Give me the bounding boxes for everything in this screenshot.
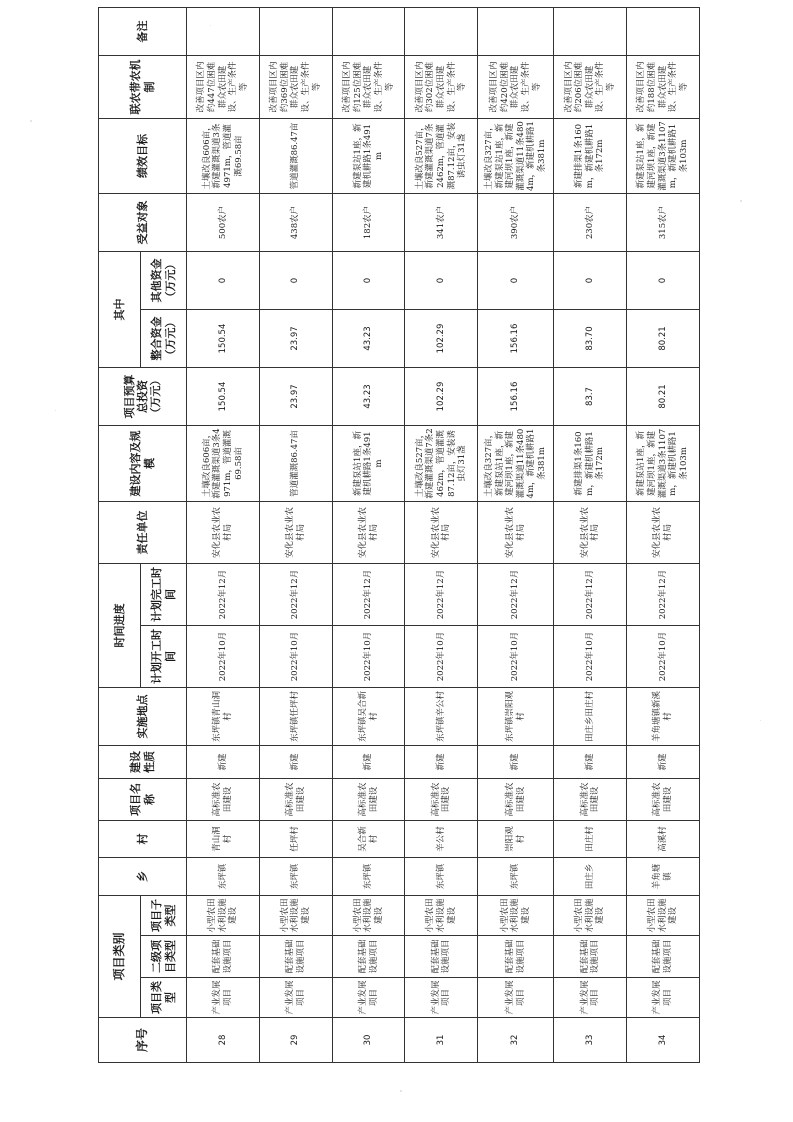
- cell-subtype: 小型农田水利设施建设: [405, 896, 478, 936]
- cell-location: 东坪镇吴合新村: [332, 688, 405, 746]
- cell-finish: 2022年12月: [405, 564, 478, 626]
- cell-seq: 29: [259, 1018, 332, 1063]
- rotated-table-wrapper: [98, 20, 700, 1063]
- cell-budget: 102.29: [405, 368, 478, 426]
- table-row: [259, 8, 332, 1063]
- cell-performance: 土壤改良527亩，新建灌溉渠道7条2462m，管道灌溉87.12亩，安装诱虫灯31盏: [405, 119, 478, 194]
- header-village: 村: [99, 821, 187, 858]
- cell-township: 东坪镇: [259, 858, 332, 896]
- table-row: [478, 8, 554, 1063]
- header-remark: 备注: [99, 8, 187, 56]
- header-unit: 责任单位: [99, 502, 187, 564]
- cell-township: 羊角塘镇: [627, 858, 700, 896]
- table-row: [187, 8, 260, 1063]
- cell-seq: 32: [478, 1018, 554, 1063]
- cell-integrated: 23.97: [259, 310, 332, 368]
- cell-level2: 配套基础设施项目: [187, 936, 260, 978]
- cell-performance: 管道灌溉86.47亩: [259, 119, 332, 194]
- cell-village: 吴合新村: [332, 821, 405, 858]
- cell-level2: 配套基础设施项目: [554, 936, 627, 978]
- cell-other: 0: [554, 252, 627, 310]
- cell-location: 东坪镇青山洞村: [187, 688, 260, 746]
- cell-integrated: 156.16: [478, 310, 554, 368]
- cell-performance: 新建泵站1座，新建机耕路1条491m: [332, 119, 405, 194]
- cell-unit: 安化县农业农村局: [554, 502, 627, 564]
- cell-unit: 安化县农业农村局: [187, 502, 260, 564]
- cell-township: 东坪镇: [187, 858, 260, 896]
- cell-start: 2022年10月: [554, 626, 627, 688]
- scan-speck: [400, 1090, 402, 1092]
- cell-township: 东坪镇: [405, 858, 478, 896]
- cell-beneficiary: 390农户: [478, 194, 554, 252]
- cell-finish: 2022年12月: [332, 564, 405, 626]
- cell-start: 2022年10月: [478, 626, 554, 688]
- header-row-1: [99, 8, 141, 1063]
- cell-category: 产业发展项目: [478, 978, 554, 1018]
- cell-beneficiary: 500农户: [187, 194, 260, 252]
- cell-content: 管道灌溉86.47亩: [259, 426, 332, 502]
- cell-seq: 31: [405, 1018, 478, 1063]
- cell-content: 土壤改良527亩，新建灌溉渠道7条2462m，管道灌溉87.12亩，安装诱虫灯31盏: [405, 426, 478, 502]
- cell-other: 0: [478, 252, 554, 310]
- cell-remark: [332, 8, 405, 56]
- header-build-nature: 建设性质: [99, 746, 187, 779]
- cell-remark: [187, 8, 260, 56]
- cell-start: 2022年10月: [187, 626, 260, 688]
- cell-category: 产业发展项目: [332, 978, 405, 1018]
- project-table: [98, 7, 700, 1063]
- table-row: [405, 8, 478, 1063]
- cell-other: 0: [187, 252, 260, 310]
- cell-subtype: 小型农田水利设施建设: [187, 896, 260, 936]
- cell-unit: 安化县农业农村局: [627, 502, 700, 564]
- cell-unit: 安化县农业农村局: [259, 502, 332, 564]
- cell-nature: 新建: [405, 746, 478, 779]
- cell-seq: 28: [187, 1018, 260, 1063]
- cell-performance: 新建排渠1条160m，新建机耕路1条172m: [554, 119, 627, 194]
- cell-category: 产业发展项目: [554, 978, 627, 1018]
- cell-location: 田庄乡田庄村: [554, 688, 627, 746]
- cell-content: 新建泵站1座，新建河坝1座，新建灌溉渠道3条1107m，新建机耕路1条103m: [627, 426, 700, 502]
- cell-subtype: 小型农田水利设施建设: [627, 896, 700, 936]
- cell-subtype: 小型农田水利设施建设: [554, 896, 627, 936]
- cell-beneficiary: 438农户: [259, 194, 332, 252]
- cell-performance: 土壤改良606亩，新建灌溉渠道3条4971m，管道灌溉69.58亩: [187, 119, 260, 194]
- table-row: [554, 8, 627, 1063]
- cell-content: 土壤改良327亩，新建泵站1座，新建河坝1座，新建灌溉渠道11条4804m，新建机耕路1条381m: [478, 426, 554, 502]
- cell-beneficiary: 230农户: [554, 194, 627, 252]
- cell-project-name: 高标准农田建设: [405, 779, 478, 821]
- header-finish: 计划完工时间: [141, 564, 187, 626]
- cell-mechanism: 改善项目区内约420位困难群众农田建设、生产条件等: [478, 56, 554, 119]
- cell-level2: 配套基础设施项目: [332, 936, 405, 978]
- cell-location: 羊角塘镇新溪村: [627, 688, 700, 746]
- cell-nature: 新建: [332, 746, 405, 779]
- cell-budget: 156.16: [478, 368, 554, 426]
- cell-beneficiary: 341农户: [405, 194, 478, 252]
- scan-speck: [30, 120, 32, 122]
- cell-finish: 2022年12月: [478, 564, 554, 626]
- cell-other: 0: [259, 252, 332, 310]
- cell-integrated: 102.29: [405, 310, 478, 368]
- cell-remark: [627, 8, 700, 56]
- cell-subtype: 小型农田水利设施建设: [478, 896, 554, 936]
- cell-subtype: 小型农田水利设施建设: [259, 896, 332, 936]
- header-subtype: 项目子类型: [141, 896, 187, 936]
- cell-township: 田庄乡: [554, 858, 627, 896]
- cell-content: 新建泵站1座，新建机耕路1条491m: [332, 426, 405, 502]
- cell-budget: 150.54: [187, 368, 260, 426]
- cell-seq: 33: [554, 1018, 627, 1063]
- header-project-category: 项目类别: [99, 896, 141, 1018]
- header-category: 项目类型: [141, 978, 187, 1018]
- cell-start: 2022年10月: [332, 626, 405, 688]
- header-performance: 绩效目标: [99, 119, 187, 194]
- cell-remark: [259, 8, 332, 56]
- header-start: 计划开工时间: [141, 626, 187, 688]
- cell-performance: 新建泵站1座，新建河坝1座，新建灌溉渠道3条1107m，新建机耕路1条103m: [627, 119, 700, 194]
- cell-other: 0: [405, 252, 478, 310]
- cell-unit: 安化县农业农村局: [332, 502, 405, 564]
- cell-content: 新建排渠1条160m，新建机耕路1条172m: [554, 426, 627, 502]
- cell-category: 产业发展项目: [187, 978, 260, 1018]
- cell-budget: 83.7: [554, 368, 627, 426]
- cell-content: 土壤改良606亩，新建灌溉渠道3条4971m，管道灌溉69.58亩: [187, 426, 260, 502]
- cell-township: 东坪镇: [332, 858, 405, 896]
- cell-village: 崇阳观村: [478, 821, 554, 858]
- cell-village: 青山洞村: [187, 821, 260, 858]
- cell-finish: 2022年12月: [627, 564, 700, 626]
- cell-level2: 配套基础设施项目: [259, 936, 332, 978]
- cell-location: 东坪镇任坪村: [259, 688, 332, 746]
- cell-project-name: 高标准农田建设: [554, 779, 627, 821]
- cell-unit: 安化县农业农村局: [405, 502, 478, 564]
- header-township: 乡: [99, 858, 187, 896]
- cell-beneficiary: 182农户: [332, 194, 405, 252]
- cell-seq: 34: [627, 1018, 700, 1063]
- cell-start: 2022年10月: [259, 626, 332, 688]
- table-row: [627, 8, 700, 1063]
- cell-integrated: 150.54: [187, 310, 260, 368]
- cell-township: 东坪镇: [478, 858, 554, 896]
- cell-subtype: 小型农田水利设施建设: [332, 896, 405, 936]
- header-among: 其中: [99, 252, 141, 368]
- cell-mechanism: 改善项目区内约369位困难群众农田建设、生产条件等: [259, 56, 332, 119]
- header-location: 实施地点: [99, 688, 187, 746]
- header-integrated: 整合资金（万元）: [141, 310, 187, 368]
- cell-nature: 新建: [627, 746, 700, 779]
- scan-speck: [55, 410, 56, 411]
- header-level2: 二级项目类型: [141, 936, 187, 978]
- header-budget: 项目预算总投资（万元）: [99, 368, 187, 426]
- header-project-name: 项目名称: [99, 779, 187, 821]
- cell-location: 东坪镇崇阳观村: [478, 688, 554, 746]
- cell-start: 2022年10月: [627, 626, 700, 688]
- cell-level2: 配套基础设施项目: [478, 936, 554, 978]
- header-seq: 序号: [99, 1018, 187, 1063]
- cell-mechanism: 改善项目区内约206位困难群众农田建设、生产条件等: [554, 56, 627, 119]
- cell-performance: 土壤改良327亩，新建泵站1座，新建河坝1座，新建灌溉渠道11条4804m，新建机耕路1条381m: [478, 119, 554, 194]
- table-row: [332, 8, 405, 1063]
- cell-integrated: 83.70: [554, 310, 627, 368]
- cell-integrated: 43.23: [332, 310, 405, 368]
- cell-project-name: 高标准农田建设: [332, 779, 405, 821]
- cell-location: 东坪镇辛公村: [405, 688, 478, 746]
- cell-village: 任坪村: [259, 821, 332, 858]
- header-mechanism: 联农带农机制: [99, 56, 187, 119]
- cell-other: 0: [332, 252, 405, 310]
- cell-mechanism: 改善项目区内约188位困难群众农田建设、生产条件等: [627, 56, 700, 119]
- cell-category: 产业发展项目: [627, 978, 700, 1018]
- cell-budget: 23.97: [259, 368, 332, 426]
- cell-budget: 80.21: [627, 368, 700, 426]
- header-beneficiary: 受益对象: [99, 194, 187, 252]
- cell-village: 田庄村: [554, 821, 627, 858]
- cell-village: 高溪村: [627, 821, 700, 858]
- cell-nature: 新建: [554, 746, 627, 779]
- cell-start: 2022年10月: [405, 626, 478, 688]
- cell-nature: 新建: [187, 746, 260, 779]
- cell-category: 产业发展项目: [259, 978, 332, 1018]
- cell-mechanism: 改善项目区内约302位困难群众农田建设、生产条件等: [405, 56, 478, 119]
- cell-finish: 2022年12月: [187, 564, 260, 626]
- cell-nature: 新建: [259, 746, 332, 779]
- cell-unit: 安化县农业农村局: [478, 502, 554, 564]
- scan-speck: [740, 200, 742, 202]
- cell-project-name: 高标准农田建设: [478, 779, 554, 821]
- cell-project-name: 高标准农田建设: [259, 779, 332, 821]
- cell-integrated: 80.21: [627, 310, 700, 368]
- cell-finish: 2022年12月: [554, 564, 627, 626]
- scan-speck: [760, 720, 761, 721]
- cell-beneficiary: 315农户: [627, 194, 700, 252]
- header-content: 建设内容及规模: [99, 426, 187, 502]
- cell-other: 0: [627, 252, 700, 310]
- cell-remark: [554, 8, 627, 56]
- cell-seq: 30: [332, 1018, 405, 1063]
- header-schedule: 时间进度: [99, 564, 141, 688]
- cell-village: 辛公村: [405, 821, 478, 858]
- cell-nature: 新建: [478, 746, 554, 779]
- cell-mechanism: 改善项目区内约447位困难群众农田建设、生产条件等: [187, 56, 260, 119]
- cell-remark: [478, 8, 554, 56]
- cell-category: 产业发展项目: [405, 978, 478, 1018]
- cell-level2: 配套基础设施项目: [405, 936, 478, 978]
- cell-remark: [405, 8, 478, 56]
- cell-project-name: 高标准农田建设: [187, 779, 260, 821]
- cell-level2: 配套基础设施项目: [627, 936, 700, 978]
- cell-project-name: 高标准农田建设: [627, 779, 700, 821]
- cell-budget: 43.23: [332, 368, 405, 426]
- cell-finish: 2022年12月: [259, 564, 332, 626]
- scan-speck: [210, 25, 211, 26]
- cell-mechanism: 改善项目区内约125位困难群众农田建设、生产条件等: [332, 56, 405, 119]
- header-other: 其他资金（万元）: [141, 252, 187, 310]
